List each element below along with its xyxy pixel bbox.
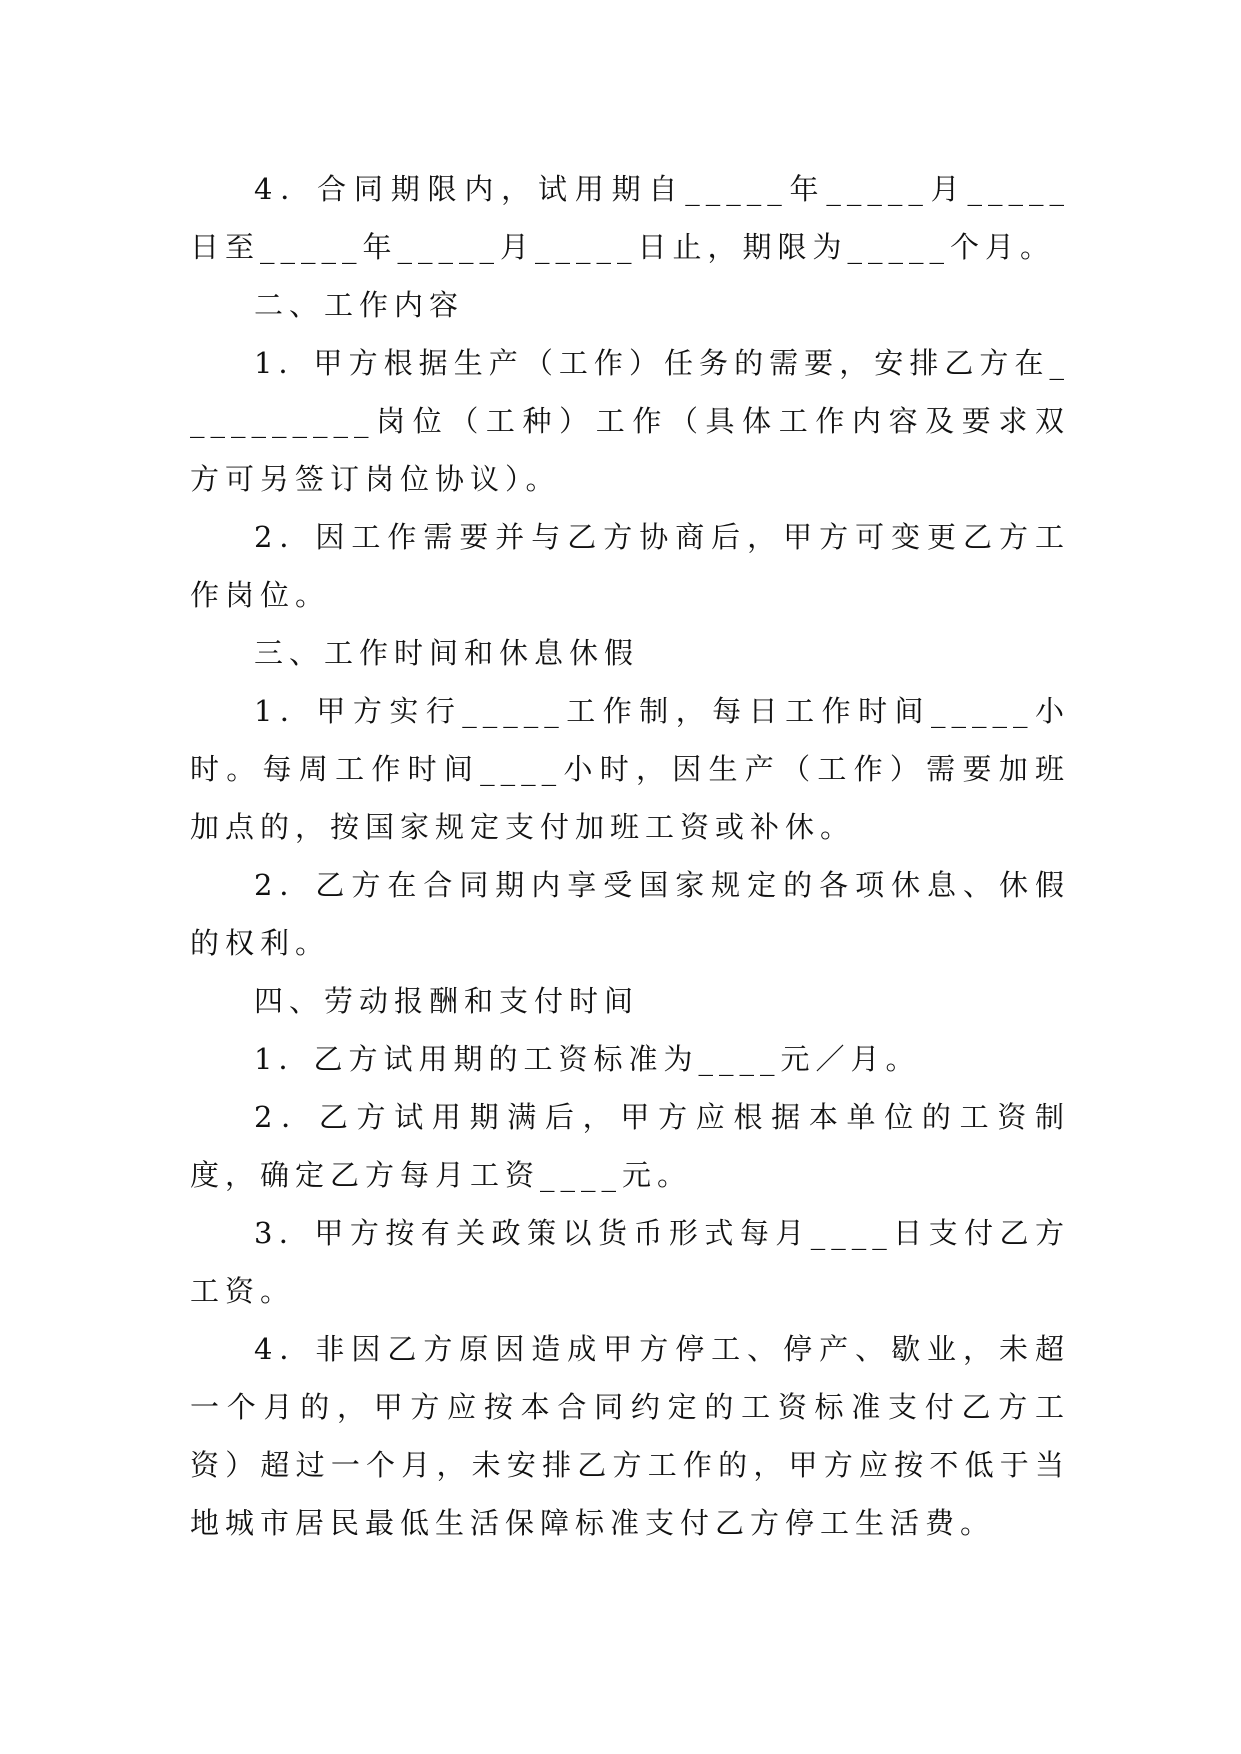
clause-rest-rights: 2．乙方在合同期内享受国家规定的各项休息、休假的权利。 [190,868,1070,960]
section-heading-work-hours: 三、工作时间和休息休假 [254,636,640,670]
document-body [190,160,1070,1552]
section-heading-work-content: 二、工作内容 [254,288,465,322]
clause-monthly-wage: 2．乙方试用期满后，甲方应根据本单位的工资制度，确定乙方每月工资____元。 [190,1100,1070,1192]
clause-job-assignment: 1．甲方根据生产（工作）任务的需要，安排乙方在__________岗位（工种）工作（具体工作内容及要求双方可另签订岗位协议）。 [190,346,1070,496]
clause-job-change: 2．因工作需要并与乙方协商后，甲方可变更乙方工作岗位。 [190,520,1070,612]
clause-pay-day: 3．甲方按有关政策以货币形式每月____日支付乙方工资。 [190,1216,1070,1308]
clause-working-hours: 1．甲方实行_____工作制，每日工作时间_____小时。每周工作时间____小时，因生产（工作）需要加班加点的，按国家规定支付加班工资或补休。 [190,694,1070,844]
clause-probation-period: 4．合同期限内，试用期自_____年_____月_____日至_____年_____月_____日止，期限为_____个月。 [190,172,1070,264]
section-heading-remuneration: 四、劳动报酬和支付时间 [254,984,640,1018]
clause-suspension-pay: 4．非因乙方原因造成甲方停工、停产、歇业，未超一个月的，甲方应按本合同约定的工资标准支付乙方工资）超过一个月，未安排乙方工作的，甲方应按不低于当地城市居民最低生活保障标准支付乙方停工生活费。 [190,1332,1070,1540]
clause-probation-wage: 1．乙方试用期的工资标准为____元／月。 [254,1042,921,1076]
